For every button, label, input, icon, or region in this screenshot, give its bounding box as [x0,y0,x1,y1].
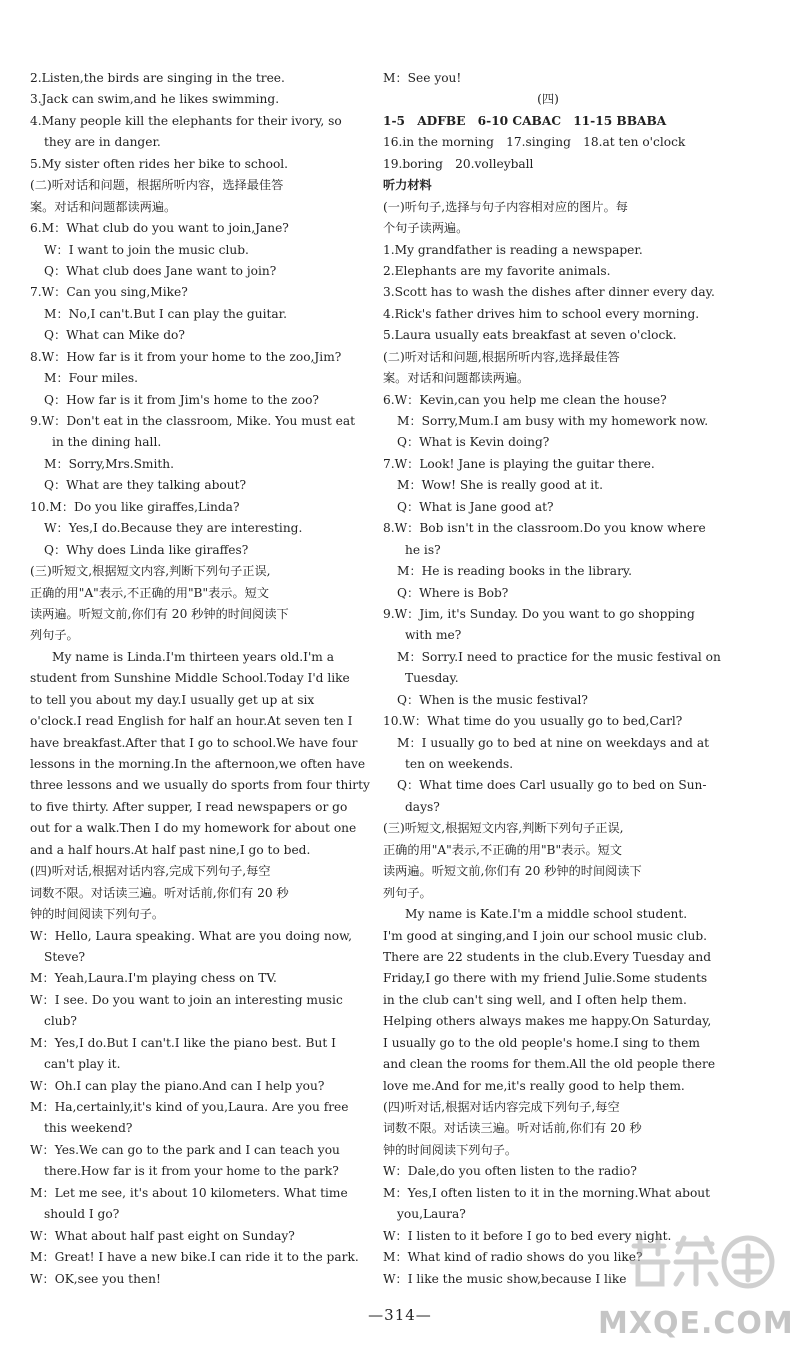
left-column [30,68,370,1290]
text-line: W：Yes.We can go to the park and I can teach you [30,1142,340,1157]
text-line: My name is Kate.I'm a middle school student. [405,907,688,922]
text-line: 9.W：Jim, it's Sunday. Do you want to go shopping [383,606,695,621]
section-heading: 1-5 ADFBE 6-10 CABAC 11-15 BBABA [383,113,667,128]
text-line: 9.W：Don't eat in the classroom, Mike. You must eat [30,414,356,428]
text-line: (三)听短文,根据短文内容,判断下列句子正误, [383,821,624,836]
text-line: (三)听短文,根据短文内容,判断下列句子正误, [30,564,271,579]
text-line: 钟的时间阅读下列句子。 [383,1142,518,1157]
text-line: M：See you! [383,71,462,85]
text-line: M：Yeah,Laura.I'm playing chess on TV. [30,971,277,986]
text-line: 16.in the morning 17.singing 18.at ten o'clock [383,135,686,150]
text-line: 10.W：What time do you usually go to bed,Carl? [383,714,683,729]
text-line: Q：What is Kevin doing? [397,435,550,450]
text-line: with me? [405,628,462,643]
text-line: days? [405,799,440,814]
text-line: 3.Jack can swim,and he likes swimming. [30,92,280,107]
text-line: to five thirty. After supper, I read newspapers or go [30,799,348,814]
text-line: ten on weekends. [405,757,514,771]
text-line: My name is Linda.I'm thirteen years old.I'm a [52,649,335,664]
text-line: (四)听对话,根据对话内容,完成下列句子,每空 [30,864,271,879]
text-line: o'clock.I read English for half an hour.At seven ten I [30,714,353,729]
text-line: M：Ha,certainly,it's kind of you,Laura. Are you free [30,1100,349,1114]
text-line: M：Great! I have a new bike.I can ride it to the park. [30,1250,359,1265]
text-line: 1.My grandfather is reading a newspaper. [383,242,643,257]
text-line: 4.Rick's father drives him to school every morning. [383,306,700,321]
text-line: 个句子读两遍。 [383,221,469,236]
watermark-text: MXQE.COM [598,1306,794,1341]
text-line: I'm good at singing,and I join our school music club. [383,928,707,943]
text-line: 8.W：How far is it from your home to the zoo,Jim? [30,349,342,364]
text-line: M：What kind of radio shows do you like? [383,1250,643,1265]
text-line: out for a walk.Then I do my homework for about one [30,821,357,836]
text-line: M：Four miles. [44,371,139,386]
text-line: Q：When is the music festival? [397,692,588,707]
text-line: 5.Laura usually eats breakfast at seven o'clock. [383,328,677,343]
text-line: Tuesday. [405,671,459,686]
text-line: can't play it. [44,1057,121,1072]
text-line: have breakfast.After that I go to school.We have four [30,735,358,750]
text-line: you,Laura? [397,1207,466,1222]
text-line: Q：Where is Bob? [397,585,509,600]
text-line: M：No,I can't.But I can play the guitar. [44,306,288,321]
text-line: 读两遍。听短文前,你们有 20 秒钟的时间阅读下 [383,864,642,879]
text-line: 正确的用"A"表示,不正确的用"B"表示。短文 [383,842,623,857]
text-line: Q：What can Mike do? [44,328,185,343]
text-line: M：Sorry,Mum.I am busy with my homework now. [397,414,709,428]
text-line: 列句子。 [30,628,79,643]
text-line: M：Sorry,Mrs.Smith. [44,456,175,471]
text-line: W：I want to join the music club. [44,242,249,257]
text-line: Steve? [44,949,86,964]
page-number: —314— [368,1306,432,1324]
text-line: W：Oh.I can play the piano.And can I help you? [30,1078,325,1093]
text-line: 5.My sister often rides her bike to school. [30,156,289,171]
text-line: lessons in the morning.In the afternoon,we often have [30,757,366,771]
text-line: There are 22 students in the club.Every Tuesday and [383,949,712,964]
text-line: 7.W：Can you sing,Mike? [30,285,188,300]
text-line: W：I like the music show,because I like [383,1271,627,1286]
text-line: 6.W：Kevin,can you help me clean the house? [383,392,667,407]
text-line: 19.boring 20.volleyball [383,156,534,171]
text-line: I usually go to the old people's home.I sing to them [383,1035,700,1050]
text-line: 案。对话和问题都读两遍。 [30,199,177,214]
text-line: in the club can't sing well, and I often help them. [383,992,687,1007]
text-line: they are in danger. [44,135,161,150]
text-line: M：I usually go to bed at nine on weekdays and at [397,735,710,750]
text-line: 读两遍。听短文前,你们有 20 秒钟的时间阅读下 [30,606,289,621]
text-line: student from Sunshine Middle School.Today I'd like [30,671,350,686]
text-line: W：Dale,do you often listen to the radio? [383,1164,637,1179]
text-line: in the dining hall. [52,435,162,450]
text-line: 案。对话和问题都读两遍。 [383,371,530,386]
text-line: 7.W：Look! Jane is playing the guitar there. [383,456,655,471]
text-line: (一)听句子,选择与句子内容相对应的图片。每 [383,199,628,214]
text-line: 正确的用"A"表示,不正确的用"B"表示。短文 [30,585,270,600]
text-line: W：OK,see you then! [30,1271,161,1286]
text-line: 8.W：Bob isn't in the classroom.Do you know where [383,521,706,536]
text-line: three lessons and we usually do sports from four thirty [30,778,370,793]
text-line: W：I see. Do you want to join an interesting music [30,992,343,1007]
text-line: (四) [537,92,559,107]
text-line: Helping others always makes me happy.On Saturday, [383,1014,712,1029]
text-line: and clean the rooms for them.All the old people there [383,1057,716,1072]
text-line: M：Wow! She is really good at it. [397,478,603,493]
text-line: love me.And for me,it's really good to help them. [383,1078,685,1093]
text-line: M：Yes,I do.But I can't.I like the piano best. But I [30,1035,336,1050]
text-line: Q：What are they talking about? [44,478,247,493]
text-line: W：Hello, Laura speaking. What are you doing now, [30,928,352,943]
text-line: 3.Scott has to wash the dishes after dinner every day. [383,285,715,300]
text-line: M：He is reading books in the library. [397,564,633,579]
watermark-logo-icon [626,1232,776,1290]
text-line: 钟的时间阅读下列句子。 [30,907,165,922]
text-line: (二)听对话和问题，根据所听内容，选择最佳答 [30,178,284,193]
text-line: (四)听对话,根据对话内容完成下列句子,每空 [383,1100,620,1114]
text-line: Q：How far is it from Jim's home to the zoo? [44,392,319,407]
text-line: W：I listen to it before I go to bed every night. [383,1228,672,1243]
text-line: 2.Listen,the birds are singing in the tree. [30,71,285,85]
text-line: 10.M：Do you like giraffes,Linda? [30,499,240,514]
text-line: this weekend? [44,1121,133,1136]
text-line: 6.M：What club do you want to join,Jane? [30,221,289,236]
text-line: he is? [405,542,441,557]
text-line: there.How far is it from your home to the park? [44,1164,339,1179]
text-line: 4.Many people kill the elephants for their ivory, so [30,113,342,128]
text-line: (二)听对话和问题,根据所听内容,选择最佳答 [383,349,620,364]
section-heading: 听力材料 [383,178,432,193]
text-line: should I go? [44,1207,120,1222]
text-line: 词数不限。对话读三遍。听对话前,你们有 20 秒 [383,1121,642,1136]
text-line: 列句子。 [383,885,432,900]
text-line: W：What about half past eight on Sunday? [30,1228,295,1243]
text-line: Q：What club does Jane want to join? [44,263,277,278]
text-line: to tell you about my day.I usually get up at six [30,692,315,707]
right-column [383,68,721,1290]
text-line: W：Yes,I do.Because they are interesting. [44,521,303,536]
text-line: Q：What time does Carl usually go to bed on Sun- [397,778,707,793]
text-line: M：Sorry.I need to practice for the music festival on [397,649,721,664]
text-line: M：Yes,I often listen to it in the morning.What about [383,1185,711,1200]
text-line: M：Let me see, it's about 10 kilometers. What time [30,1185,348,1200]
text-line: Q：What is Jane good at? [397,499,554,514]
text-line: 词数不限。对话读三遍。听对话前,你们有 20 秒 [30,885,289,900]
text-line: Q：Why does Linda like giraffes? [44,542,249,557]
text-line: 2.Elephants are my favorite animals. [383,263,611,278]
text-line: club? [44,1014,77,1029]
text-line: and a half hours.At half past nine,I go to bed. [30,842,311,857]
text-line: Friday,I go there with my friend Julie.Some students [383,971,708,986]
